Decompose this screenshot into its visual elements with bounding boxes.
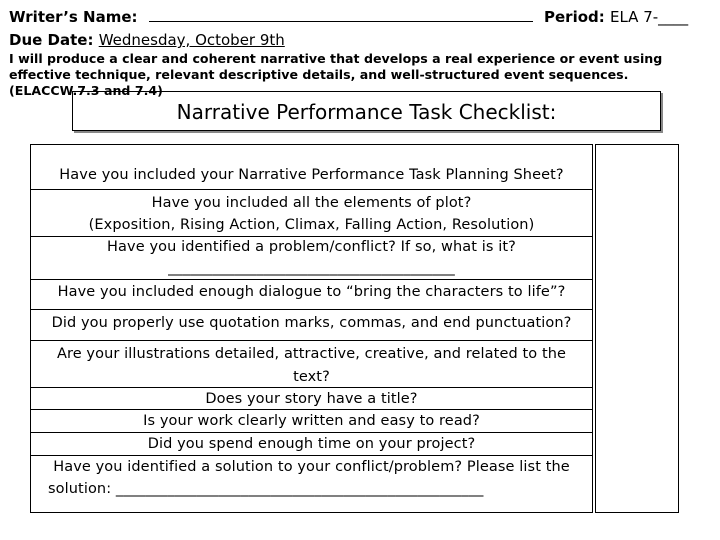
divider [31,340,592,341]
checkmark-column[interactable] [595,144,679,513]
checklist-items-column [30,144,593,513]
divider [31,279,592,280]
learning-target: I will produce a clear and coherent narrative that develops a real experience or event using effective technique, relevant descriptive details, and well-structured event sequences. (ELACCW.7.3 and 7.4) [9,51,663,98]
writers-name-blank[interactable] [149,21,533,22]
divider [31,309,592,310]
writers-name-row [9,8,711,26]
period-value: ELA 7-____ [609,8,689,26]
due-date-row [9,31,285,49]
due-date-label: Due Date: [9,31,94,49]
list-item: Have you included your Narrative Performance Task Planning Sheet? [59,167,564,183]
list-item: solution: __________________________________________________ [48,481,484,497]
list-item: Have you included enough dialogue to “bring the characters to life”? [57,284,566,300]
due-date-value: Wednesday, October 9th [98,31,285,49]
list-item: Are your illustrations detailed, attractive, creative, and related to the [56,346,567,362]
list-item: Did you properly use quotation marks, commas, and end punctuation? [51,315,572,331]
list-item: (Exposition, Rising Action, Climax, Falling Action, Resolution) [88,217,535,233]
list-item: Is your work clearly written and easy to read? [143,413,480,429]
divider [31,189,592,190]
checklist-title: Narrative Performance Task Checklist: [72,91,661,131]
list-item: Does your story have a title? [205,391,418,407]
list-item: Have you included all the elements of plot? [151,195,472,211]
list-item: Have you identified a solution to your conflict/problem? Please list the [53,459,570,475]
writers-name-label: Writer’s Name: [9,8,138,26]
list-item: Did you spend enough time on your project? [147,436,476,452]
list-item: Have you identified a problem/conflict? If so, what is it? [107,239,516,255]
list-item: text? [293,369,330,385]
list-item: _______________________________________ [168,260,455,276]
period-label: Period: [544,8,605,26]
